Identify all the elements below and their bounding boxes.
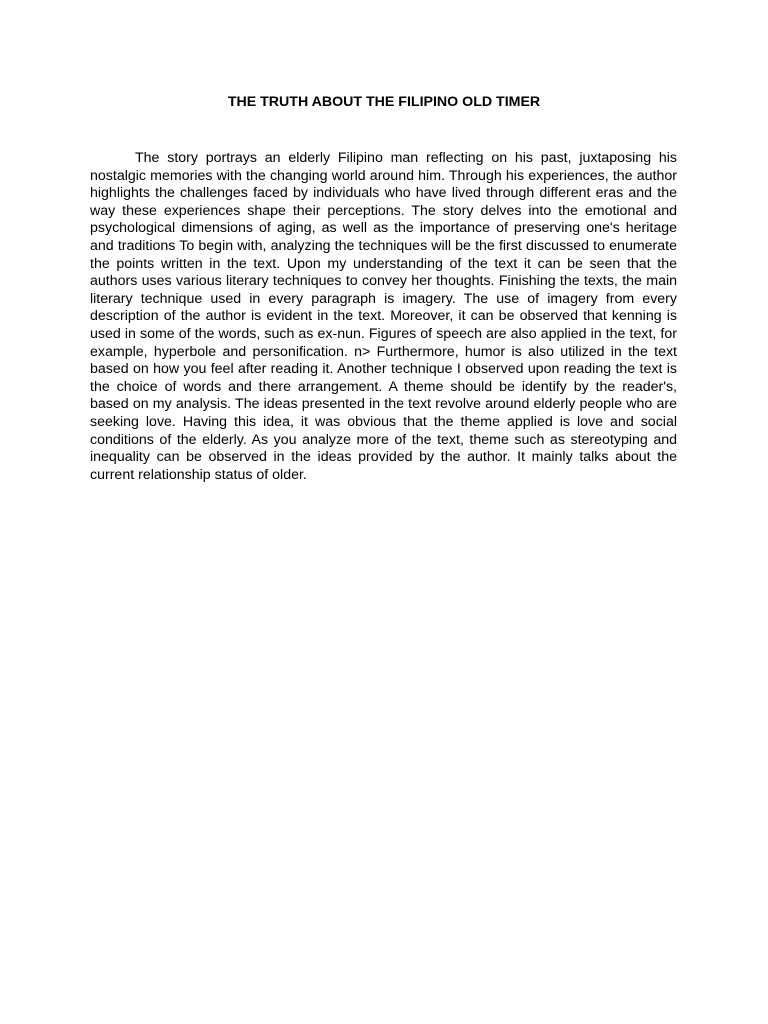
document-paragraph: The story portrays an elderly Filipino man reflecting on his past, juxtaposing his nostalgic memories with the changing world around him. Through his experiences, the author highlights the challenges faced by individuals who have lived through different eras and the way these experiences shape their perceptions. The story delves into the emotional and psychological dimensions of aging, as well as the importance of preserving one's heritage and traditions To begin with, analyzing the techniques will be the first discussed to enumerate the points written in the text. Upon my understanding of the text it can be seen that the authors uses various literary techniques to convey her thoughts. Finishing the texts, the main literary technique used in every paragraph is imagery. The use of imagery from every description of the author is evident in the text. Moreover, it can be observed that kenning is used in some of the words, such as ex-nun. Figures of speech are also applied in the text, for example, hyperbole and personification. n> Furthermore, humor is also utilized in the text based on how you feel after reading it. Another technique I observed upon reading the text is the choice of words and there arrangement. A theme should be identify by the reader's, based on my analysis. The ideas presented in the text revolve around elderly people who are seeking love. Having this idea, it was obvious that the theme applied is love and social conditions of the elderly. As you analyze more of the text, theme such as stereotyping and inequality can be observed in the ideas provided by the author. It mainly talks about the current relationship status of older. [90,150,677,483]
document-title: THE TRUTH ABOUT THE FILIPINO OLD TIMER [227,94,541,110]
